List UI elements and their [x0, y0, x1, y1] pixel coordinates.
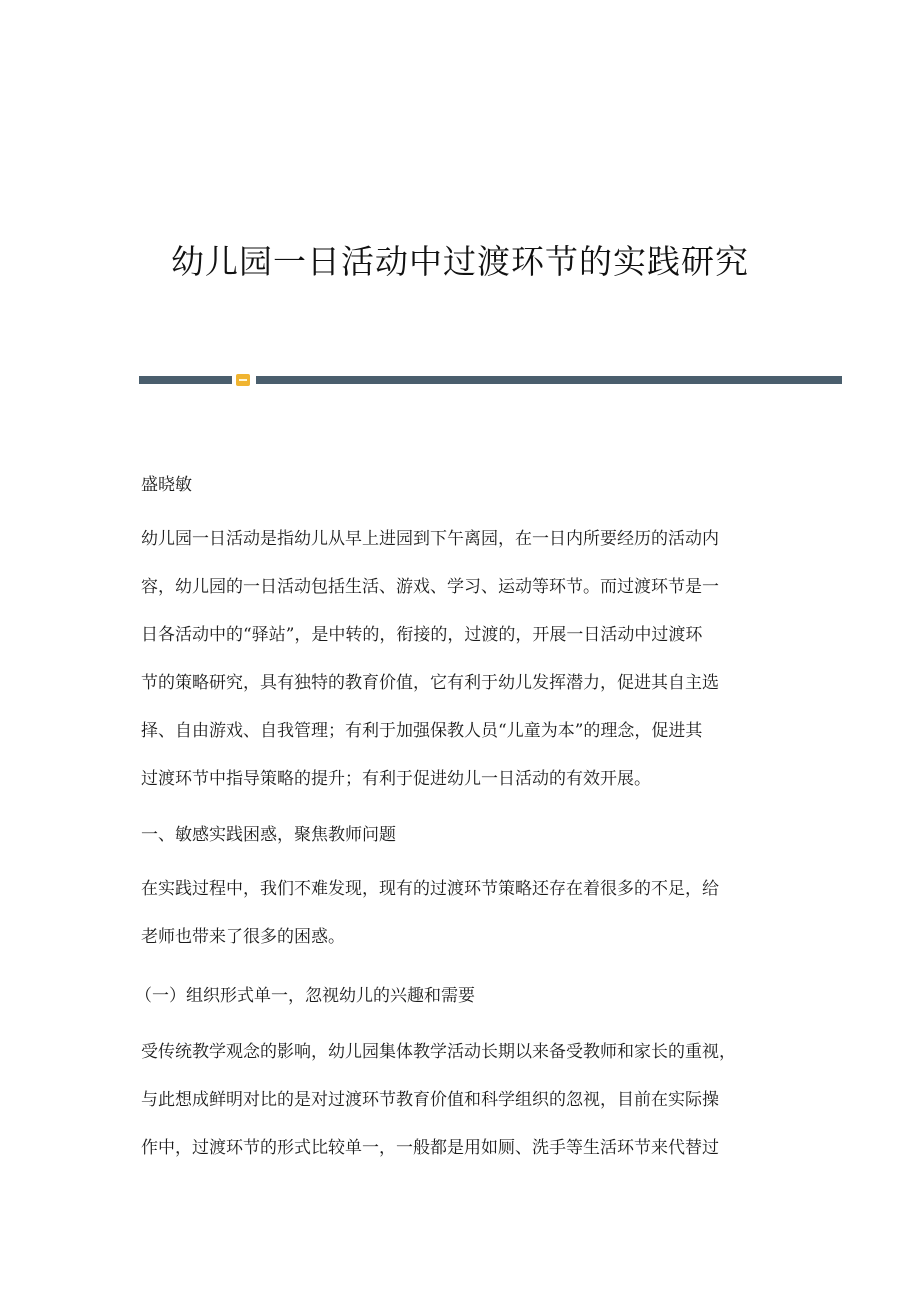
- paragraph-line: 过渡环节中指导策略的提升；有利于促进幼儿一日活动的有效开展。: [141, 769, 651, 789]
- paragraph-line: 与此想成鲜明对比的是对过渡环节教育价值和科学组织的忽视，目前在实际操: [141, 1090, 719, 1110]
- paragraph-line: 在实践过程中，我们不难发现，现有的过渡环节策略还存在着很多的不足，给: [141, 879, 719, 899]
- divider-bar-right: [256, 376, 842, 384]
- paragraph-line: 作中，过渡环节的形式比较单一，一般都是用如厕、洗手等生活环节来代替过: [141, 1138, 719, 1158]
- paragraph-section1: [141, 874, 781, 970]
- paragraph-line: 日各活动中的“驿站”，是中转的，衔接的，过渡的，开展一日活动中过渡环: [141, 625, 703, 645]
- paragraph-line: 老师也带来了很多的困惑。: [141, 927, 345, 947]
- section-heading: 一、敏感实践困惑，聚焦教师问题: [141, 825, 396, 845]
- paragraph-intro: [141, 524, 781, 812]
- author-name: 盛晓敏: [141, 475, 192, 495]
- divider-ornament-icon: [236, 374, 250, 386]
- paragraph-line: 幼儿园一日活动是指幼儿从早上进园到下午离园，在一日内所要经历的活动内: [141, 529, 719, 549]
- paragraph-line: 择、自由游戏、自我管理；有利于加强保教人员“儿童为本”的理念，促进其: [141, 721, 703, 741]
- paragraph-line: 容，幼儿园的一日活动包括生活、游戏、学习、运动等环节。而过渡环节是一: [141, 577, 719, 597]
- document-title: 幼儿园一日活动中过渡环节的实践研究: [171, 242, 749, 282]
- divider-bar-left: [139, 376, 232, 384]
- title-divider: [139, 372, 842, 388]
- paragraph-subsection1: [141, 1037, 786, 1181]
- paragraph-line: 受传统教学观念的影响，幼儿园集体教学活动长期以来备受教师和家长的重视，: [141, 1042, 736, 1062]
- subsection-heading: （一）组织形式单一，忽视幼儿的兴趣和需要: [135, 986, 475, 1006]
- paragraph-line: 节的策略研究，具有独特的教育价值，它有利于幼儿发挥潜力，促进其自主选: [141, 673, 719, 693]
